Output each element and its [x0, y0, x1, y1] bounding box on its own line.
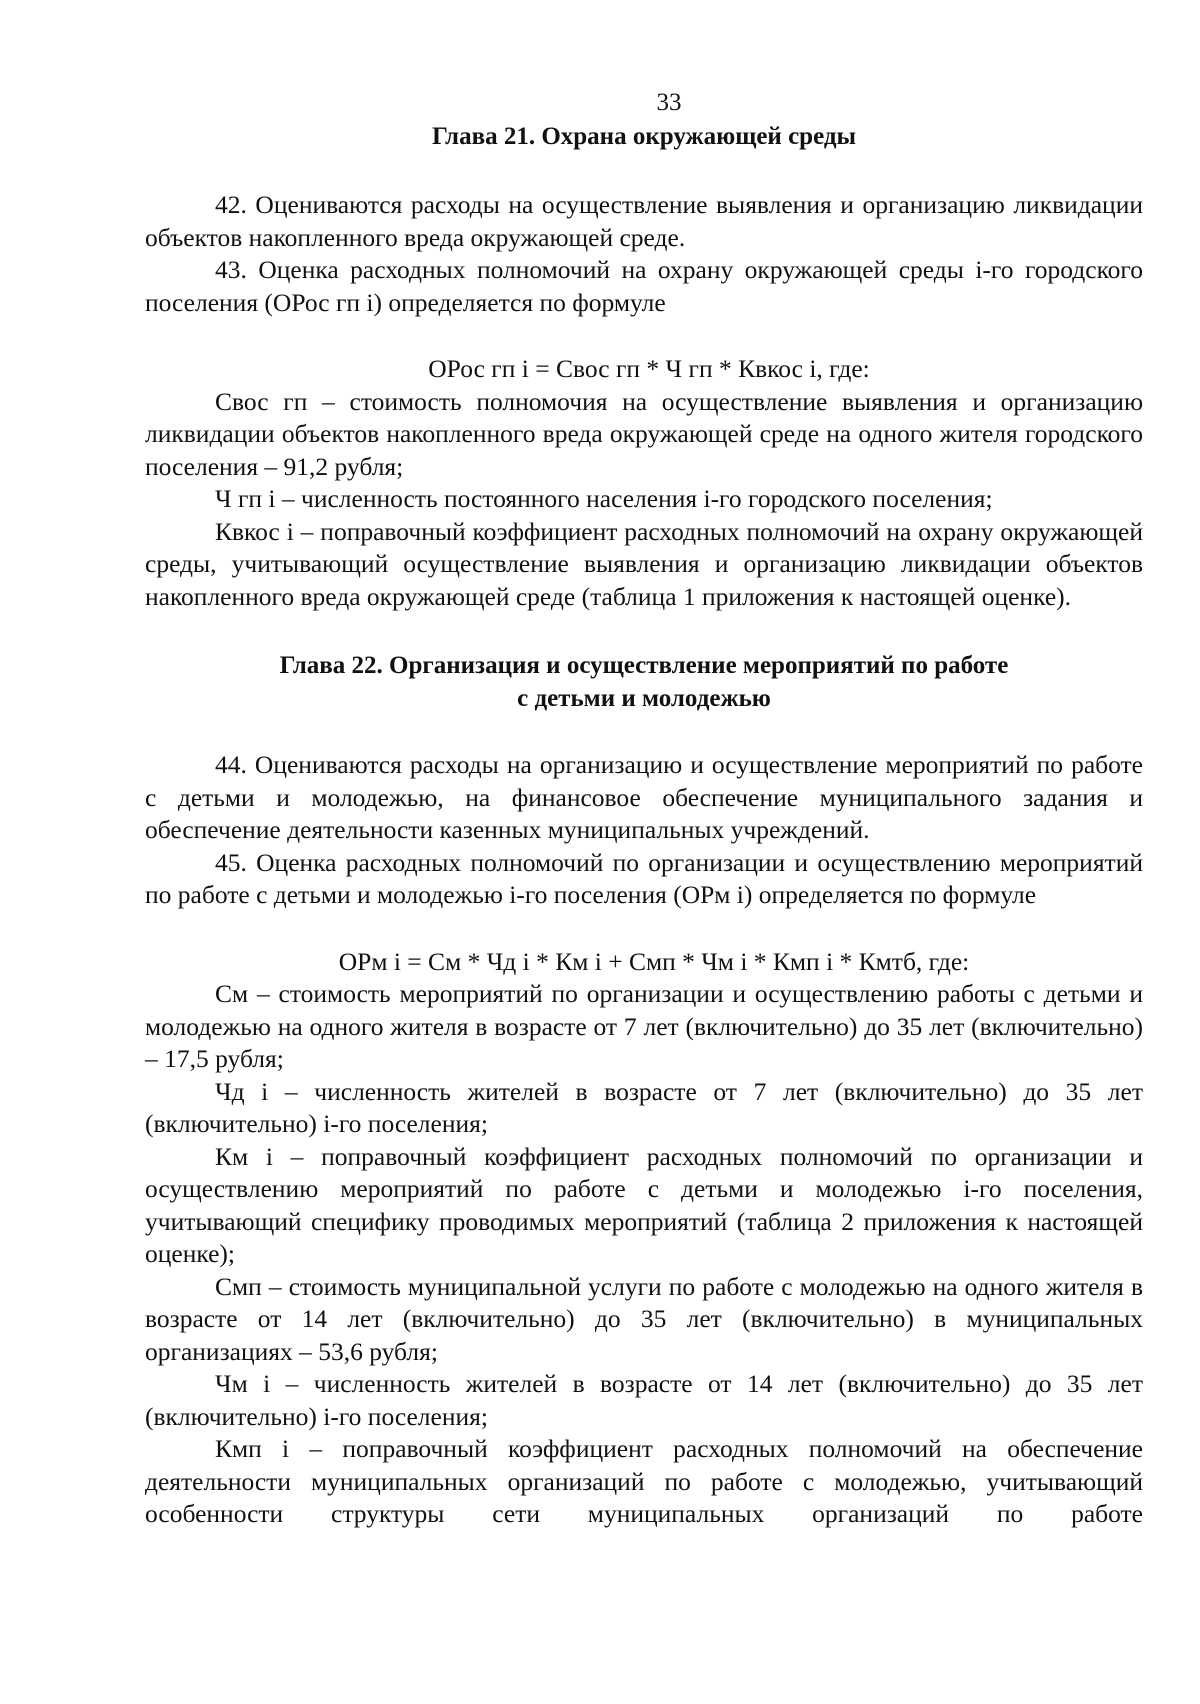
chapter-21-title: Глава 21. Охрана окружающей среды — [431, 123, 857, 150]
definition-svos: Свос гп – стоимость полномочия на осуществление выявления и организацию ликвидации объектов накопленного вреда окружающей среде на одного жителя городского поселения – 91,2 рубля; — [145, 386, 1143, 481]
definition-kvkos: Квкос i – поправочный коэффициент расходных полномочий на охрану окружающей среды, учитывающий осуществление выявления и организацию ликвидации объектов накопленного вреда окружающей среде (таблица 1 приложения к настоящей оценке). — [145, 516, 1143, 611]
formula-orm: ОРм i = См * Чд i * Км i + Смп * Чм i * Кмп i * Кмтб, где: — [338, 946, 970, 976]
chapter-22-title-line2: с детьми и молодежью — [517, 685, 771, 712]
document-page — [145, 86, 1143, 1531]
definition-chd: Чд i – численность жителей в возрасте от 7 лет (включительно) до 35 лет (включительно) i-го поселения; — [145, 1076, 1143, 1138]
definition-smp: Смп – стоимость муниципальной услуги по работе с молодежью на одного жителя в возрасте от 14 лет (включительно) до 35 лет (включительно) в муниципальных организациях – 53,6 рубля; — [145, 1271, 1143, 1366]
definition-kmp: Кмп i – поправочный коэффициент расходных полномочий на обеспечение деятельности муниципальных организаций по работе с молодежью, учитывающий особенности структуры сети муниципальных организаций по работе — [145, 1434, 1143, 1528]
paragraph-42: 42. Оцениваются расходы на осуществление выявления и организацию ликвидации объектов накопленного вреда окружающей среде. — [145, 190, 1143, 252]
definition-sm: См – стоимость мероприятий по организации и осуществлению работы с детьми и молодежью на одного жителя в возрасте от 7 лет (включительно) до 35 лет (включительно) – 17,5 рубля; — [145, 979, 1143, 1073]
definition-ch-gp: Ч гп i – численность постоянного населения i-го городского поселения; — [215, 484, 993, 513]
chapter-22-title — [145, 649, 1143, 715]
page-number: 33 — [656, 89, 682, 116]
definition-km: Км i – поправочный коэффициент расходных полномочий по организации и осуществлению мероприятий по работе с детьми и молодежью i-го поселения, учитывающий специфику проводимых мероприятий (таблица 2 приложения к настоящей оценке); — [145, 1141, 1143, 1268]
definition-chm: Чм i – численность жителей в возрасте от 14 лет (включительно) до 35 лет (включительно) i-го поселения; — [145, 1369, 1143, 1431]
paragraph-45: 45. Оценка расходных полномочий по организации и осуществлению мероприятий по работе с детьми и молодежью i-го поселения (ОРм i) определяется по формуле — [145, 847, 1143, 909]
chapter-22-title-line1: Глава 22. Организация и осуществление мероприятий по работе — [279, 652, 1009, 679]
paragraph-44: 44. Оцениваются расходы на организацию и осуществление мероприятий по работе с детьми и молодежью, на финансовое обеспечение муниципального задания и обеспечение деятельности казенных муниципальных учреждений. — [145, 750, 1143, 844]
paragraph-43: 43. Оценка расходных полномочий на охрану окружающей среды i-го городского поселения (ОРос гп i) определяется по формуле — [145, 255, 1143, 317]
formula-oros: ОРос гп i = Свос гп * Ч гп * Квкос i, где: — [428, 354, 870, 383]
